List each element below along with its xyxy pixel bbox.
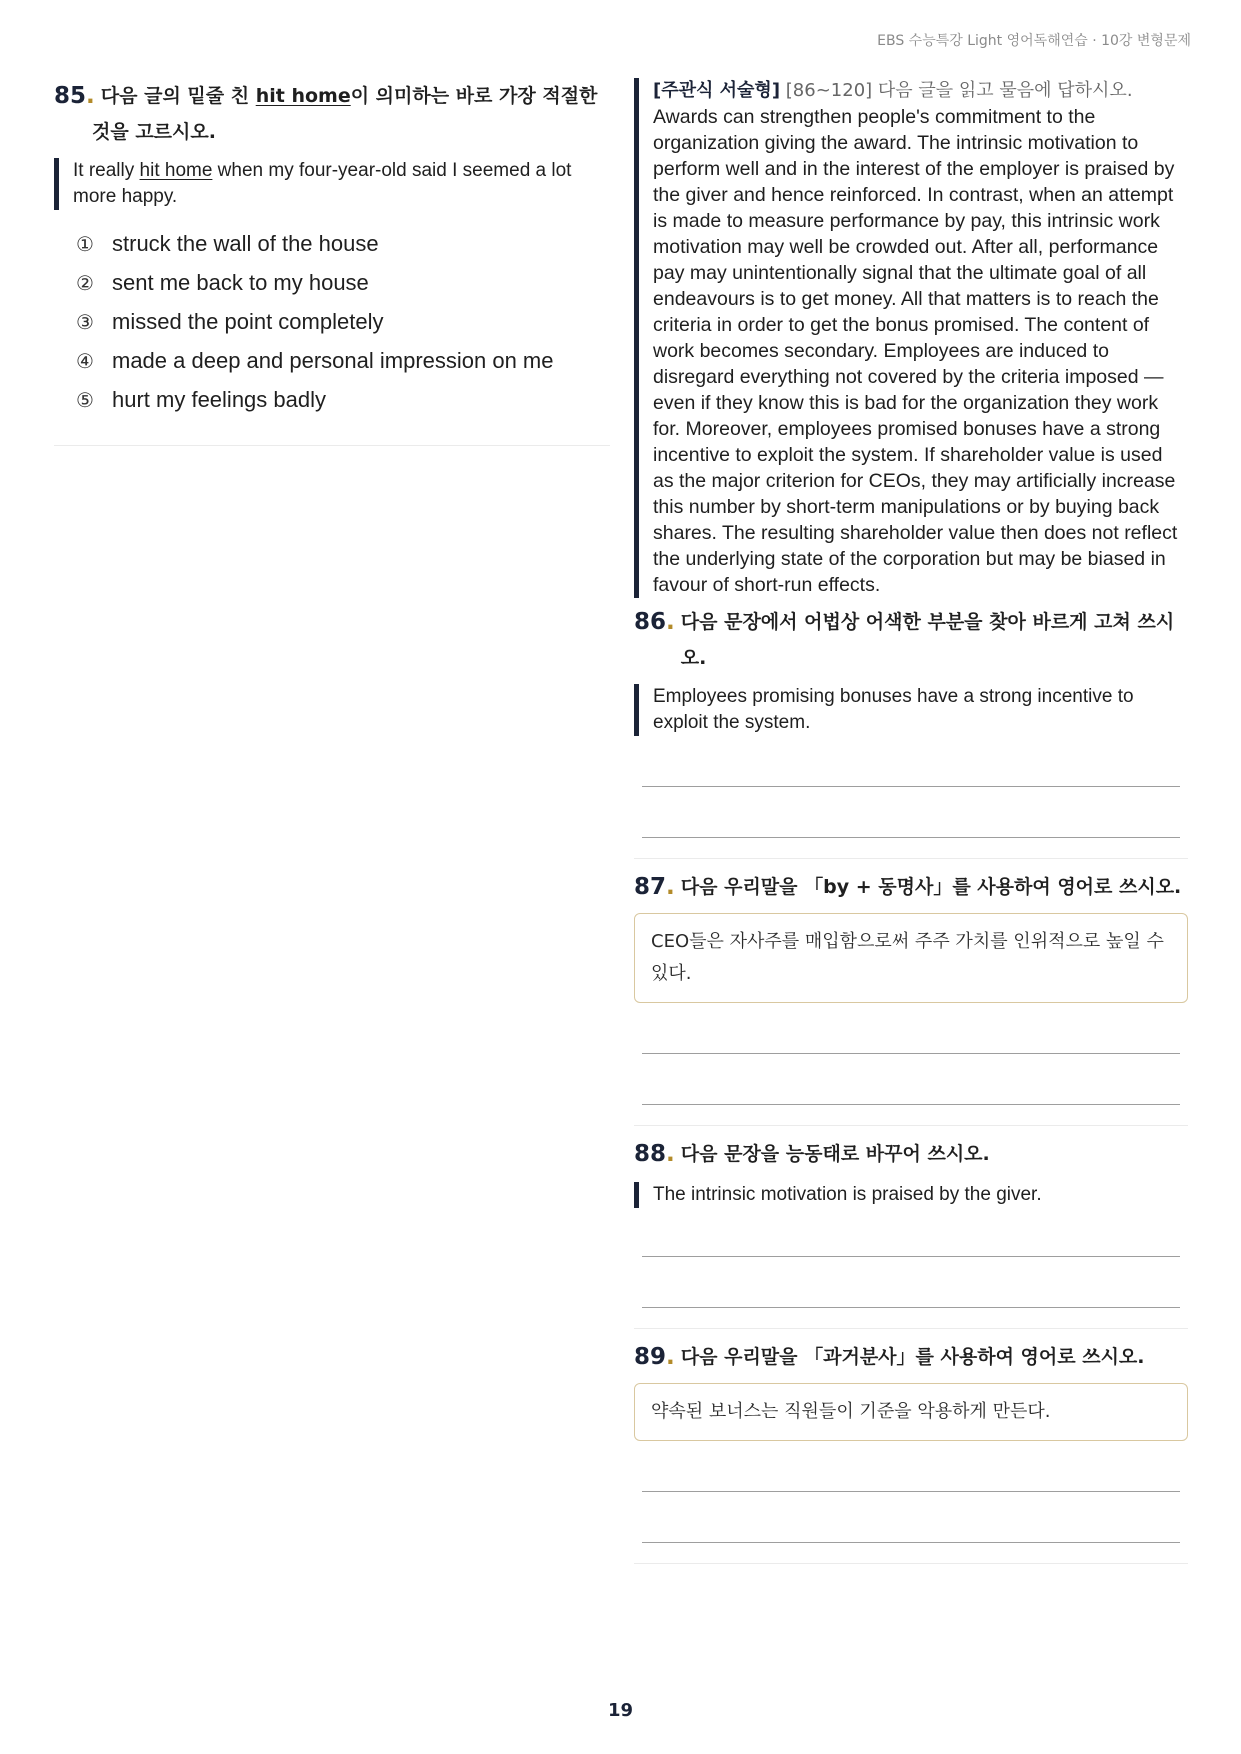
question-text: 다음 문장에서 어법상 어색한 부분을 찾아 바르게 고쳐 쓰시오. [680,611,1175,669]
reading-passage: Awards can strengthen people's commitment to the organization giving the award. The intrinsic motivation to perform well and in the interest of the employer is praised by the giver and hence reinforced. In contrast, when an attempt is made to measure performance by pay, this intrinsic work motivation may well be crowded out. After all, performance pay may unintentionally signal that the ultimate goal of all endeavours is to get money. All that matters is to reach the criteria in order to get the bonus promised. The content of work becomes secondary. Employees are induced to disregard everything not covered by the criteria imposed — even if they know this is bad for the organization they work for. Moreover, employees promised bonuses have a strong incentive to exploit the system. If shareholder value is used as the major criterion for CEOs, they may artificially increase this number by short-term manipulations or by buying back shares. The resulting shareholder value then does not reflect the underlying state of the corporation but may be biased in favour of short-run effects. [653,106,1178,596]
question-text [101,78,598,114]
choice-text: hurt my feelings badly [112,386,326,412]
page-number: 19 [607,1700,634,1721]
section-divider [634,1328,1188,1329]
question-number [634,1136,675,1172]
q87-korean-box: CEO들은 자사주를 매입함으로써 주주 가치를 인위적으로 높일 수 있다. [634,913,1188,1003]
q87-title [634,869,1188,905]
choice-text: made a deep and personal impression on me [112,347,554,373]
choice-text: missed the point completely [112,308,384,334]
section-divider [634,1125,1188,1126]
q86-title [634,604,1188,676]
choice-marker: ⑤ [76,387,94,412]
question-number [634,869,675,905]
answer-choices [76,224,610,419]
question-number-text: 87 [634,874,667,900]
choice-text: sent me back to my house [112,269,369,295]
q85-title-line2 [54,114,610,150]
choice-4[interactable] [76,341,610,380]
title-part: 이 의미하는 바로 가장 적절한 [350,85,598,107]
question-text: 다음 우리말을 「by + 동명사」를 사용하여 영어로 쓰시오. [680,876,1182,898]
section-divider [634,858,1188,859]
choice-5[interactable] [76,380,610,419]
section-tag: [주관식 서술형] [653,80,781,101]
choice-marker: ① [76,231,94,256]
question-number-dot: . [666,1344,675,1370]
choice-2[interactable] [76,263,610,302]
question-text-line2: 것을 고르시오. [92,121,216,143]
q88-title [634,1136,1188,1172]
q88-sentence: The intrinsic motivation is praised by the giver. [634,1182,1188,1208]
underlined-phrase: hit home [255,85,351,107]
underlined-phrase: hit home [139,160,213,181]
question-text: 다음 문장을 능동태로 바꾸어 쓰시오. [680,1143,990,1165]
reading-passage-box [634,78,1188,598]
section-divider [634,1563,1188,1564]
question-number-text: 88 [634,1141,667,1167]
question-number [54,78,95,114]
q85-passage [54,158,610,210]
q86-sentence: Employees promising bonuses have a strong incentive to exploit the system. [634,684,1188,736]
choice-marker: ③ [76,309,94,334]
question-number-dot: . [86,83,95,109]
question-number-dot: . [666,609,675,635]
choice-1[interactable] [76,224,610,263]
left-column [54,78,610,446]
passage-part: It really [73,160,140,181]
question-number-dot: . [666,874,675,900]
choice-text: struck the wall of the house [112,230,379,256]
q89-title [634,1339,1188,1375]
question-number [634,1339,675,1375]
section-instruction: [86~120] 다음 글을 읽고 물음에 답하시오. [780,80,1133,101]
question-number-dot: . [666,1141,675,1167]
right-column [634,78,1188,1564]
question-number-text: 86 [634,609,667,635]
section-divider [54,445,610,446]
choice-marker: ④ [76,348,94,373]
question-number [634,604,675,640]
title-part: 다음 글의 밑줄 친 [100,85,256,107]
choice-marker: ② [76,270,94,295]
question-text: 다음 우리말을 「과거분사」를 사용하여 영어로 쓰시오. [680,1346,1145,1368]
page-header: EBS 수능특강 Light 영어독해연습 · 10강 변형문제 [877,33,1191,49]
choice-3[interactable] [76,302,610,341]
question-number-text: 89 [634,1344,667,1370]
passage-part: when my four-year-old said I seemed a lot more happy. [73,160,572,207]
section-intro [653,78,1188,104]
q85-title [54,78,610,114]
question-number-text: 85 [54,83,87,109]
q89-korean-box: 약속된 보너스는 직원들이 기준을 악용하게 만든다. [634,1383,1188,1441]
